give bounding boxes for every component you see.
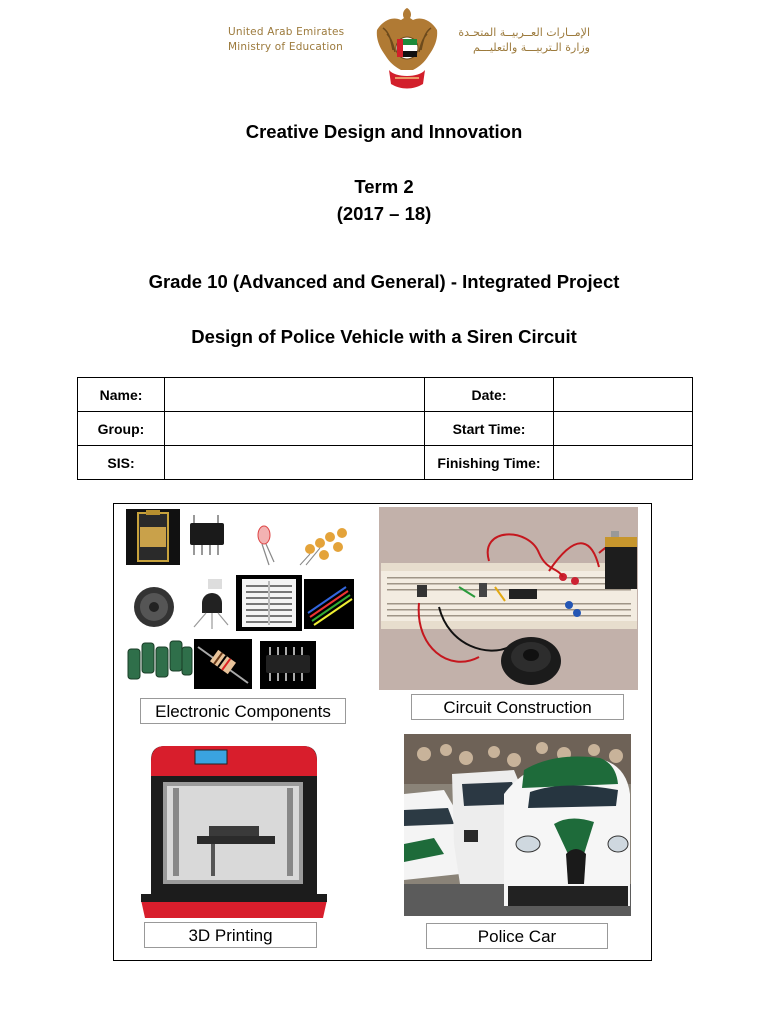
name-label: Name: bbox=[78, 378, 165, 412]
table-row bbox=[78, 446, 693, 480]
course-title: Creative Design and Innovation bbox=[245, 121, 523, 142]
project-title: Design of Police Vehicle with a Siren Circuit bbox=[191, 326, 577, 347]
caption-circuit-construction: Circuit Construction bbox=[411, 694, 624, 720]
police-car-left bbox=[404, 790, 460, 880]
grade-title: Grade 10 (Advanced and General) - Integrated Project bbox=[148, 271, 620, 292]
circuit-construction-image bbox=[379, 507, 638, 690]
led-icon bbox=[258, 526, 274, 565]
header-english bbox=[228, 25, 358, 55]
table-row bbox=[78, 378, 693, 412]
resistor-icon bbox=[194, 639, 252, 689]
term-title: Term 2 bbox=[354, 176, 414, 197]
caption-electronic-components: Electronic Components bbox=[140, 698, 346, 724]
capacitors-icon bbox=[300, 528, 347, 565]
caption-police-car: Police Car bbox=[426, 923, 608, 949]
electronic-components-image bbox=[124, 507, 356, 692]
ministry-name-en: Ministry of Education bbox=[228, 41, 343, 53]
start-time-label: Start Time: bbox=[425, 412, 554, 446]
electrolytic-capacitors-icon bbox=[128, 641, 192, 679]
ic-chip-icon bbox=[190, 515, 224, 555]
uae-emblem-logo bbox=[373, 6, 441, 92]
page-header bbox=[0, 0, 768, 100]
jumper-wires-icon bbox=[304, 579, 354, 629]
battery-icon bbox=[126, 509, 180, 565]
header-arabic bbox=[450, 25, 590, 55]
date-field[interactable] bbox=[554, 378, 693, 412]
student-info-table bbox=[77, 377, 693, 480]
3d-printer-image bbox=[137, 740, 332, 920]
police-car-front bbox=[504, 757, 630, 907]
finish-time-field[interactable] bbox=[554, 446, 693, 480]
date-label: Date: bbox=[425, 378, 554, 412]
transistor-icon bbox=[194, 579, 228, 629]
battery-9v-photo bbox=[605, 531, 637, 589]
ic-chip-large-icon bbox=[260, 641, 316, 689]
group-label: Group: bbox=[78, 412, 165, 446]
finish-time-label: Finishing Time: bbox=[425, 446, 554, 480]
year-title: (2017 – 18) bbox=[336, 203, 432, 224]
caption-3d-printing: 3D Printing bbox=[144, 922, 317, 948]
police-car-image bbox=[404, 734, 631, 916]
country-name-ar: الإمــارات العــربيــة المتحـدة bbox=[458, 26, 590, 39]
name-field[interactable] bbox=[165, 378, 425, 412]
breadboard-icon bbox=[236, 575, 302, 631]
country-name-en: United Arab Emirates bbox=[228, 26, 345, 38]
sis-label: SIS: bbox=[78, 446, 165, 480]
start-time-field[interactable] bbox=[554, 412, 693, 446]
sis-field[interactable] bbox=[165, 446, 425, 480]
table-row bbox=[78, 412, 693, 446]
group-field[interactable] bbox=[165, 412, 425, 446]
speaker-icon bbox=[134, 587, 174, 627]
ministry-name-ar: وزارة الـتربيـــة والتعليـــم bbox=[472, 41, 590, 54]
speaker-photo bbox=[501, 637, 561, 685]
